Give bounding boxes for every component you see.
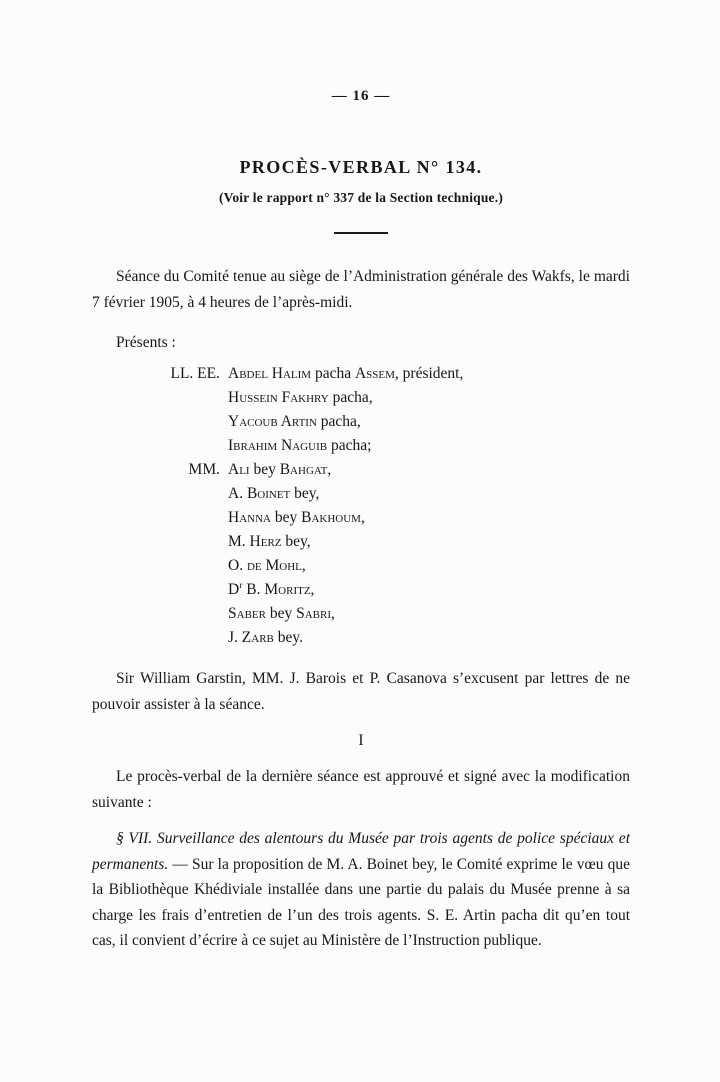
attendee-name: J. Zarb bey. — [228, 629, 304, 646]
attendee-group-label — [92, 386, 228, 410]
attendee-group-label — [92, 410, 228, 434]
attendee-name: Yacoub Artin pacha, — [228, 413, 361, 430]
separator-rule — [334, 232, 388, 234]
attendee-name: $D^r$ B. Moritz, — [228, 579, 315, 598]
attendee-row — [92, 434, 630, 458]
attendee-row — [92, 386, 630, 410]
attendee-row — [92, 482, 630, 506]
attendee-row — [92, 458, 630, 482]
item-paragraph — [92, 826, 630, 954]
attendee-group-label — [92, 482, 228, 506]
page-number: — 16 — — [331, 88, 391, 104]
attendee-name: Hussein Fakhry pacha, — [228, 389, 373, 406]
attendee-group-label — [92, 602, 228, 626]
attendee-name: Saber bey Sabri, — [228, 605, 335, 622]
item-lead-italic: § VII. Surveillance des alentours du Musée par trois agents de police spéciaux et permanents. — [92, 830, 630, 873]
attendee-name: M. Herz bey, — [228, 533, 311, 550]
attendee-row — [92, 410, 630, 434]
attendee-name: Ibrahim Naguib pacha; — [228, 437, 372, 454]
attendees-list — [92, 362, 630, 650]
presents-label: Présents : — [116, 334, 176, 351]
opening-paragraph: Séance du Comité tenue au siège de l’Administration générale des Wakfs, le mardi 7 février 1905, à 4 heures de l’après-midi. — [92, 268, 630, 311]
attendee-group-label: LL. EE. — [170, 365, 220, 382]
attendee-row — [92, 602, 630, 626]
attendee-group-label: MM. — [188, 461, 220, 478]
document-title: PROCÈS-VERBAL N° 134. — [239, 157, 483, 177]
attendee-group-label — [92, 626, 228, 650]
attendee-name: Hanna bey Bakhoum, — [228, 509, 365, 526]
attendee-name: Abdel Halim pacha Assem, président, — [228, 365, 464, 382]
attendee-row — [92, 626, 630, 650]
section-number: I — [358, 732, 364, 749]
attendee-name: Ali bey Bahgat, — [228, 461, 332, 478]
attendee-name: A. Boinet bey, — [228, 485, 320, 502]
attendee-group-label — [92, 434, 228, 458]
attendee-group-label — [92, 554, 228, 578]
document-subtitle: (Voir le rapport n° 337 de la Section technique.) — [218, 190, 504, 205]
item-rest: — Sur la proposition de M. A. Boinet bey, le Comité exprime le vœu que la Bibliothèque Khédiviale installée dans une partie du palais du Musée prenne à sa charge les frais d’entretien de l’un des trois agents. S. E. Artin pacha dit qu’en tout cas, il convient d’écrire à ce sujet au Ministère de l’Instruction publique. — [92, 855, 630, 949]
attendee-name: O. de Mohl, — [228, 557, 306, 574]
attendee-row — [92, 578, 630, 602]
attendee-row — [92, 554, 630, 578]
attendee-row — [92, 362, 630, 386]
attendee-group-label — [92, 578, 228, 602]
approval-paragraph: Le procès-verbal de la dernière séance est approuvé et signé avec la modification suivante : — [92, 768, 630, 811]
attendee-row — [92, 530, 630, 554]
attendee-group-label — [92, 506, 228, 530]
attendee-row — [92, 506, 630, 530]
attendee-group-label — [92, 530, 228, 554]
excuses-paragraph: Sir William Garstin, MM. J. Barois et P. Casanova s’excusent par lettres de ne pouvoir assister à la séance. — [92, 670, 630, 713]
